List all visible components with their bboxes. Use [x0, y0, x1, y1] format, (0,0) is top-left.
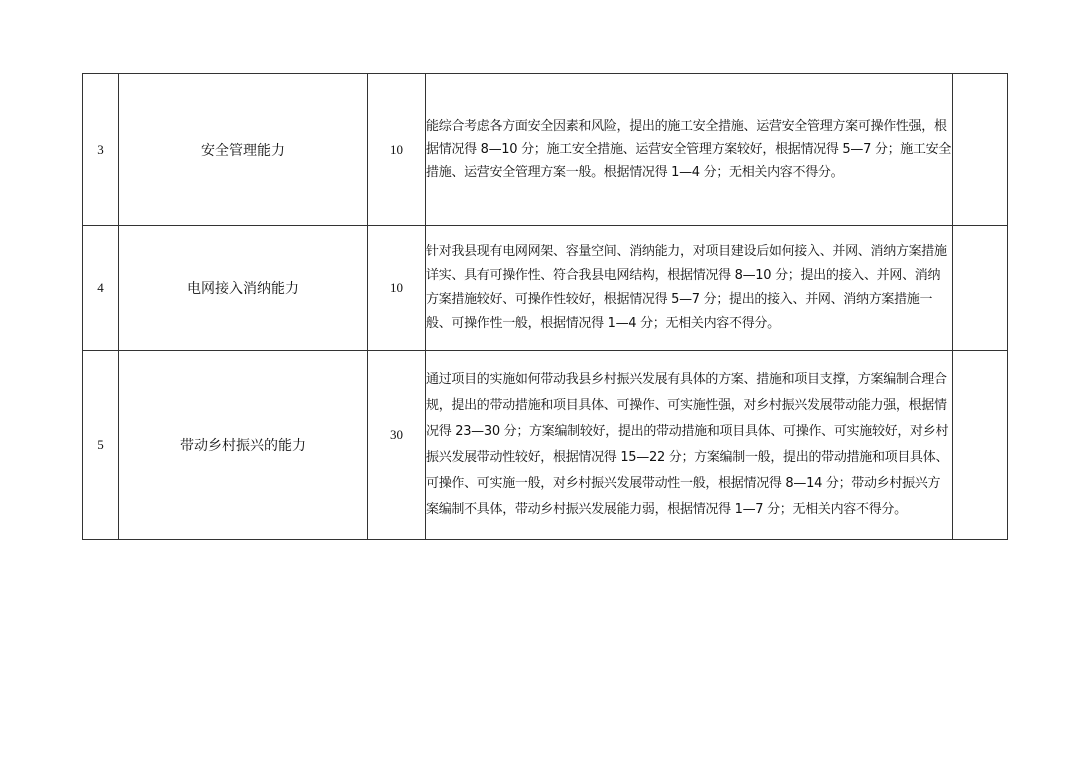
table-row — [83, 74, 1008, 226]
remark-cell — [953, 351, 1008, 540]
table-row — [83, 226, 1008, 351]
max-score — [368, 226, 426, 351]
evaluation-item: 电网接入消纳能力 — [119, 226, 368, 351]
scoring-table — [82, 73, 1008, 540]
scoring-criteria: 能综合考虑各方面安全因素和风险，提出的施工安全措施、运营安全管理方案可操作性强，根据情况得 8—10 分；施工安全措施、运营安全管理方案较好，根据情况得 5—7 分；施工安全措施、运营安全管理方案一般。根据情况得 1—4 分；无相关内容不得分。 — [426, 74, 953, 226]
score-value: 10 — [390, 280, 403, 295]
score-value: 10 — [390, 141, 403, 157]
row-number: 3 — [83, 74, 119, 226]
max-score — [368, 74, 426, 226]
evaluation-item: 带动乡村振兴的能力 — [119, 351, 368, 540]
scoring-criteria: 针对我县现有电网网架、容量空间、消纳能力，对项目建设后如何接入、并网、消纳方案措施详实、具有可操作性、符合我县电网结构，根据情况得 8—10 分；提出的接入、并网、消纳方案措施较好、可操作性较好，根据情况得 5—7 分；提出的接入、并网、消纳方案措施一般、可操作性一般，根据情况得 1—4 分；无相关内容不得分。 — [426, 226, 953, 351]
row-number: 5 — [83, 351, 119, 540]
scoring-criteria: 通过项目的实施如何带动我县乡村振兴发展有具体的方案、措施和项目支撑，方案编制合理合规，提出的带动措施和项目具体、可操作、可实施性强，对乡村振兴发展带动能力强，根据情况得 23—30 分；方案编制较好，提出的带动措施和项目具体、可操作、可实施较好，对乡村振兴发展带动性较好，根据情况得 15—22 分；方案编制一般，提出的带动措施和项目具体、可操作、可实施一般，对乡村振兴发展带动性一般，根据情况得 8—14 分；带动乡村振兴方案编制不具体，带动乡村振兴发展能力弱，根据情况得 1—7 分；无相关内容不得分。 — [426, 351, 953, 540]
max-score — [368, 351, 426, 540]
table-row — [83, 351, 1008, 540]
remark-cell — [953, 74, 1008, 226]
evaluation-item: 安全管理能力 — [119, 74, 368, 226]
remark-cell — [953, 226, 1008, 351]
row-number: 4 — [83, 226, 119, 351]
score-value: 30 — [390, 427, 403, 442]
